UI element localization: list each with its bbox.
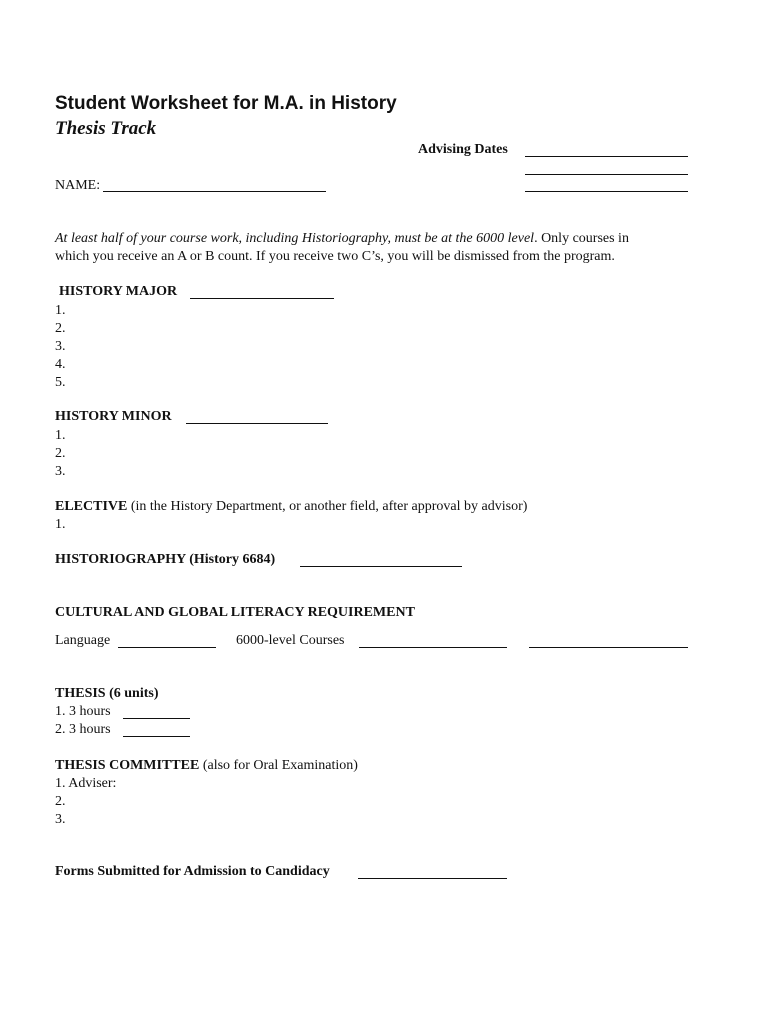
elective-heading-row xyxy=(55,499,527,515)
thesis-heading: THESIS (6 units) xyxy=(55,686,159,701)
language-label: Language xyxy=(55,633,111,648)
page-subtitle: Thesis Track xyxy=(55,118,157,139)
courses-field-1[interactable] xyxy=(359,647,507,648)
advising-date-field-3[interactable] xyxy=(525,191,688,192)
historiography-field[interactable] xyxy=(300,566,462,567)
list-item: 2. xyxy=(55,794,66,809)
list-item: 3. xyxy=(55,812,66,827)
elective-list xyxy=(55,516,66,534)
intro-paragraph xyxy=(55,230,695,266)
elective-heading: ELECTIVE xyxy=(55,499,128,514)
list-item: 3. xyxy=(55,464,66,479)
forms-submitted-field[interactable] xyxy=(358,878,507,879)
intro-text-2: which you receive an A or B count. If you receive two C’s, you will be dismissed from the program. xyxy=(55,249,615,264)
history-major-list xyxy=(55,302,66,392)
page-title: Student Worksheet for M.A. in History xyxy=(55,93,397,114)
thesis-item-2: 2. 3 hours xyxy=(55,722,111,737)
intro-italic-text: At least half of your course work, including Historiography, must be at the 6000 level xyxy=(55,231,535,246)
list-item: 2. xyxy=(55,446,66,461)
history-minor-field[interactable] xyxy=(186,423,328,424)
thesis-hours-field-2[interactable] xyxy=(123,736,190,737)
advising-date-field-1[interactable] xyxy=(525,156,688,157)
list-item: 4. xyxy=(55,357,66,372)
courses-label: 6000-level Courses xyxy=(236,633,345,648)
elective-note: (in the History Department, or another field, after approval by advisor) xyxy=(127,499,528,514)
forms-submitted-label: Forms Submitted for Admission to Candidacy xyxy=(55,864,330,879)
name-field[interactable] xyxy=(103,191,326,192)
advising-dates-label: Advising Dates xyxy=(418,142,508,157)
list-item: 1. xyxy=(55,517,66,532)
thesis-hours-field-1[interactable] xyxy=(123,718,190,719)
advising-date-field-2[interactable] xyxy=(525,174,688,175)
committee-note: (also for Oral Examination) xyxy=(199,758,358,773)
committee-list xyxy=(55,775,116,829)
intro-text-1: . Only courses in xyxy=(534,231,629,246)
historiography-heading: HISTORIOGRAPHY (History 6684) xyxy=(55,552,276,567)
courses-field-2[interactable] xyxy=(529,647,688,648)
history-major-field[interactable] xyxy=(190,298,334,299)
committee-heading: THESIS COMMITTEE xyxy=(55,758,200,773)
cultural-heading: CULTURAL AND GLOBAL LITERACY REQUIREMENT xyxy=(55,605,415,620)
history-minor-list xyxy=(55,427,66,481)
history-minor-heading: HISTORY MINOR xyxy=(55,409,172,424)
history-major-heading: HISTORY MAJOR xyxy=(59,284,178,299)
thesis-item-1: 1. 3 hours xyxy=(55,704,111,719)
list-item: 2. xyxy=(55,321,66,336)
language-field[interactable] xyxy=(118,647,216,648)
name-label: NAME: xyxy=(55,178,101,193)
list-item: 5. xyxy=(55,375,66,390)
list-item: 3. xyxy=(55,339,66,354)
committee-heading-row xyxy=(55,758,358,774)
list-item: 1. xyxy=(55,303,66,318)
list-item: 1. xyxy=(55,428,66,443)
list-item: 1. Adviser: xyxy=(55,776,117,791)
